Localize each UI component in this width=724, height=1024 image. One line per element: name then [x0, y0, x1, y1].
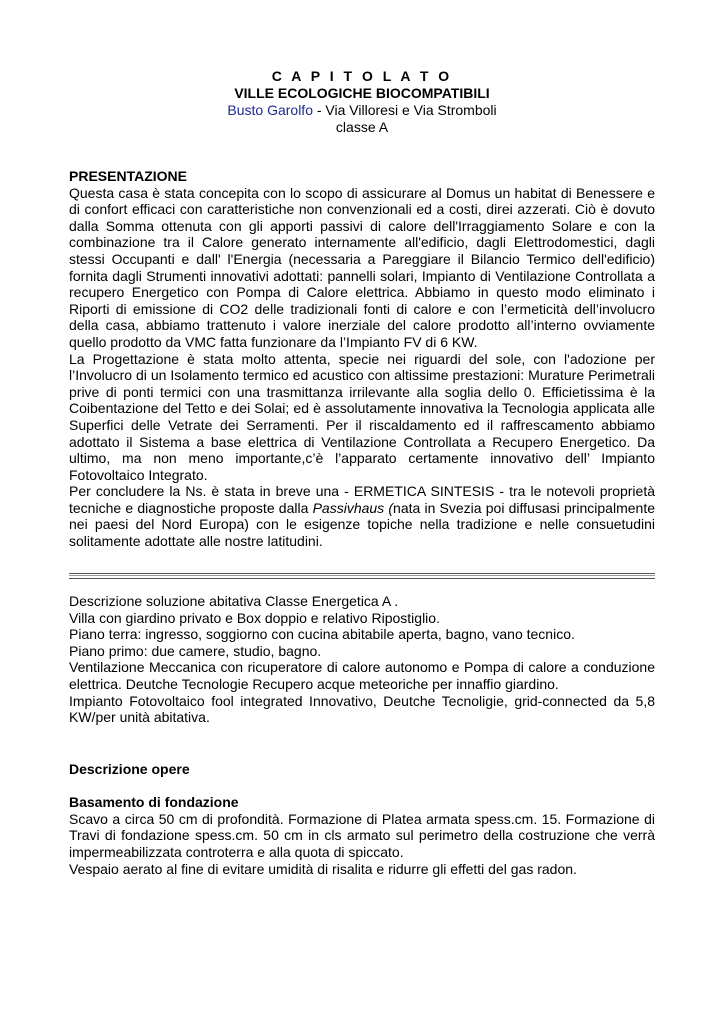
- location-city: Busto Garolfo: [227, 102, 313, 118]
- section-separator: [69, 573, 655, 579]
- opere-heading: Descrizione opere: [69, 761, 190, 777]
- descrizione-line-6: Impianto Fotovoltaico fool integrated Innovativo, Deutche Tecnoligie, grid-connected da 5,8 KW/per unità abitativa.: [69, 692, 655, 726]
- descrizione-line-1: Descrizione soluzione abitativa Classe Energetica A .: [69, 593, 399, 609]
- p3-part-b: nata in Svezia poi diffusasi principalmente nei paesi del Nord Europa) con le esigenze topiche nella tradizione e nelle consuetudini solitamente adottate alle nostre latitudini.: [69, 499, 655, 550]
- descrizione-section: [69, 593, 655, 726]
- document-header: [69, 68, 655, 136]
- descrizione-line-2: Villa con giardino privato e Box doppio e relativo Ripostiglio.: [69, 609, 440, 626]
- descrizione-line-5: Ventilazione Meccanica con ricuperatore di calore autonomo e Pompa di calore a conduzione elettrica. Deutche Tecnologie Recupero acque meteoriche per innaffio giardino.: [69, 659, 655, 692]
- presentazione-paragraph-2: La Progettazione è stata molto attenta, specie nei riguardi del sole, con l'adozione per l’Involucro di un Isolamento termico ed acustico con altissime prestazioni: Murature Perimetrali prive di ponti termici con una trasmittanza irrilevante alla soglia dello 0. Efficietissima è la Coibentazione del Tetto e dei Solai; ed è assolutamente innovativa la Tecnologia applicata alle Superfici delle Vetrate dei Serramenti. Per il riscaldamento ed il raffrescamento abbiamo adottato il Sistema a base elettrica di Ventilazione Controllata a Recupero Energetico. Da ultimo, ma non meno importante,c’è l’apparato certamente innovativo dell’ Impianto Fotovoltaico Integrato.: [69, 350, 655, 483]
- p3-part-a: Per concludere la Ns. è stata in breve una - ERMETICA SINTESIS - tra le notevoli proprietà tecniche e diagnostiche proposte dalla: [69, 483, 655, 516]
- document-subtitle: VILLE ECOLOGICHE BIOCOMPATIBILI: [234, 85, 490, 101]
- location-line: [69, 102, 655, 119]
- p3-italic: Passivhaus (: [312, 499, 394, 516]
- basamento-heading: Basamento di fondazione: [69, 794, 239, 811]
- presentazione-heading: PRESENTAZIONE: [69, 168, 187, 184]
- presentazione-paragraph-1: Questa casa è stata concepita con lo scopo di assicurare al Domus un habitat di Benessere e di confort efficaci con caratteristiche non convenzionali ed a costi, direi azzerati. Ciò è dovuto dalla Somma ottenuta con gli apporti passivi di calore dell'Irraggiamento Solare e con la combinazione tra il Calore generato internamente all'edificio, dagli Elettrodomestici, dagli stessi Occupanti e dall' l'Energia (necessaria a Pareggiare il Bilancio Termico dell'edificio) fornita dagli Strumenti innovativi adottati: pannelli solari, Impianto di Ventilazione Controllata a recupero Energetico con Pompa di Calore elettrica. Abbiamo in questo modo eliminato i Riporti di emissione di CO2 delle tradizionali fonti di calore e con l’ermeticità dell’involucro della casa, abbiamo trattenuto i valore inerziale del calore prodotto all’interno ovviamente quello prodotto da VMC fatta funzionare da l’Impianto FV di 6 KW.: [69, 184, 655, 350]
- presentazione-section: [69, 168, 655, 550]
- descrizione-line-4: Piano primo: due camere, studio, bagno.: [69, 642, 322, 659]
- basamento-paragraph-1: Scavo a circa 50 cm di profondità. Formazione di Platea armata spess.cm. 15. Formazione di Travi di fondazione spess.cm. 50 cm in cls armato sul perimetro della costruzione che verrà impermeabilizzata controterra e alla quota di spiccato.: [69, 810, 655, 860]
- opere-section: [69, 761, 655, 877]
- document-title: C A P I T O L A T O: [271, 68, 453, 84]
- descrizione-line-3: Piano terra: ingresso, soggiorno con cucina abitabile aperta, bagno, vano tecnico.: [69, 626, 575, 643]
- presentazione-paragraph-3: [69, 483, 655, 549]
- location-street: - Via Villoresi e Via Stromboli: [312, 102, 497, 118]
- basamento-paragraph-2: Vespaio aerato al fine di evitare umidità di risalita e ridurre gli effetti del gas radon.: [69, 860, 577, 877]
- class-line: classe A: [335, 119, 389, 135]
